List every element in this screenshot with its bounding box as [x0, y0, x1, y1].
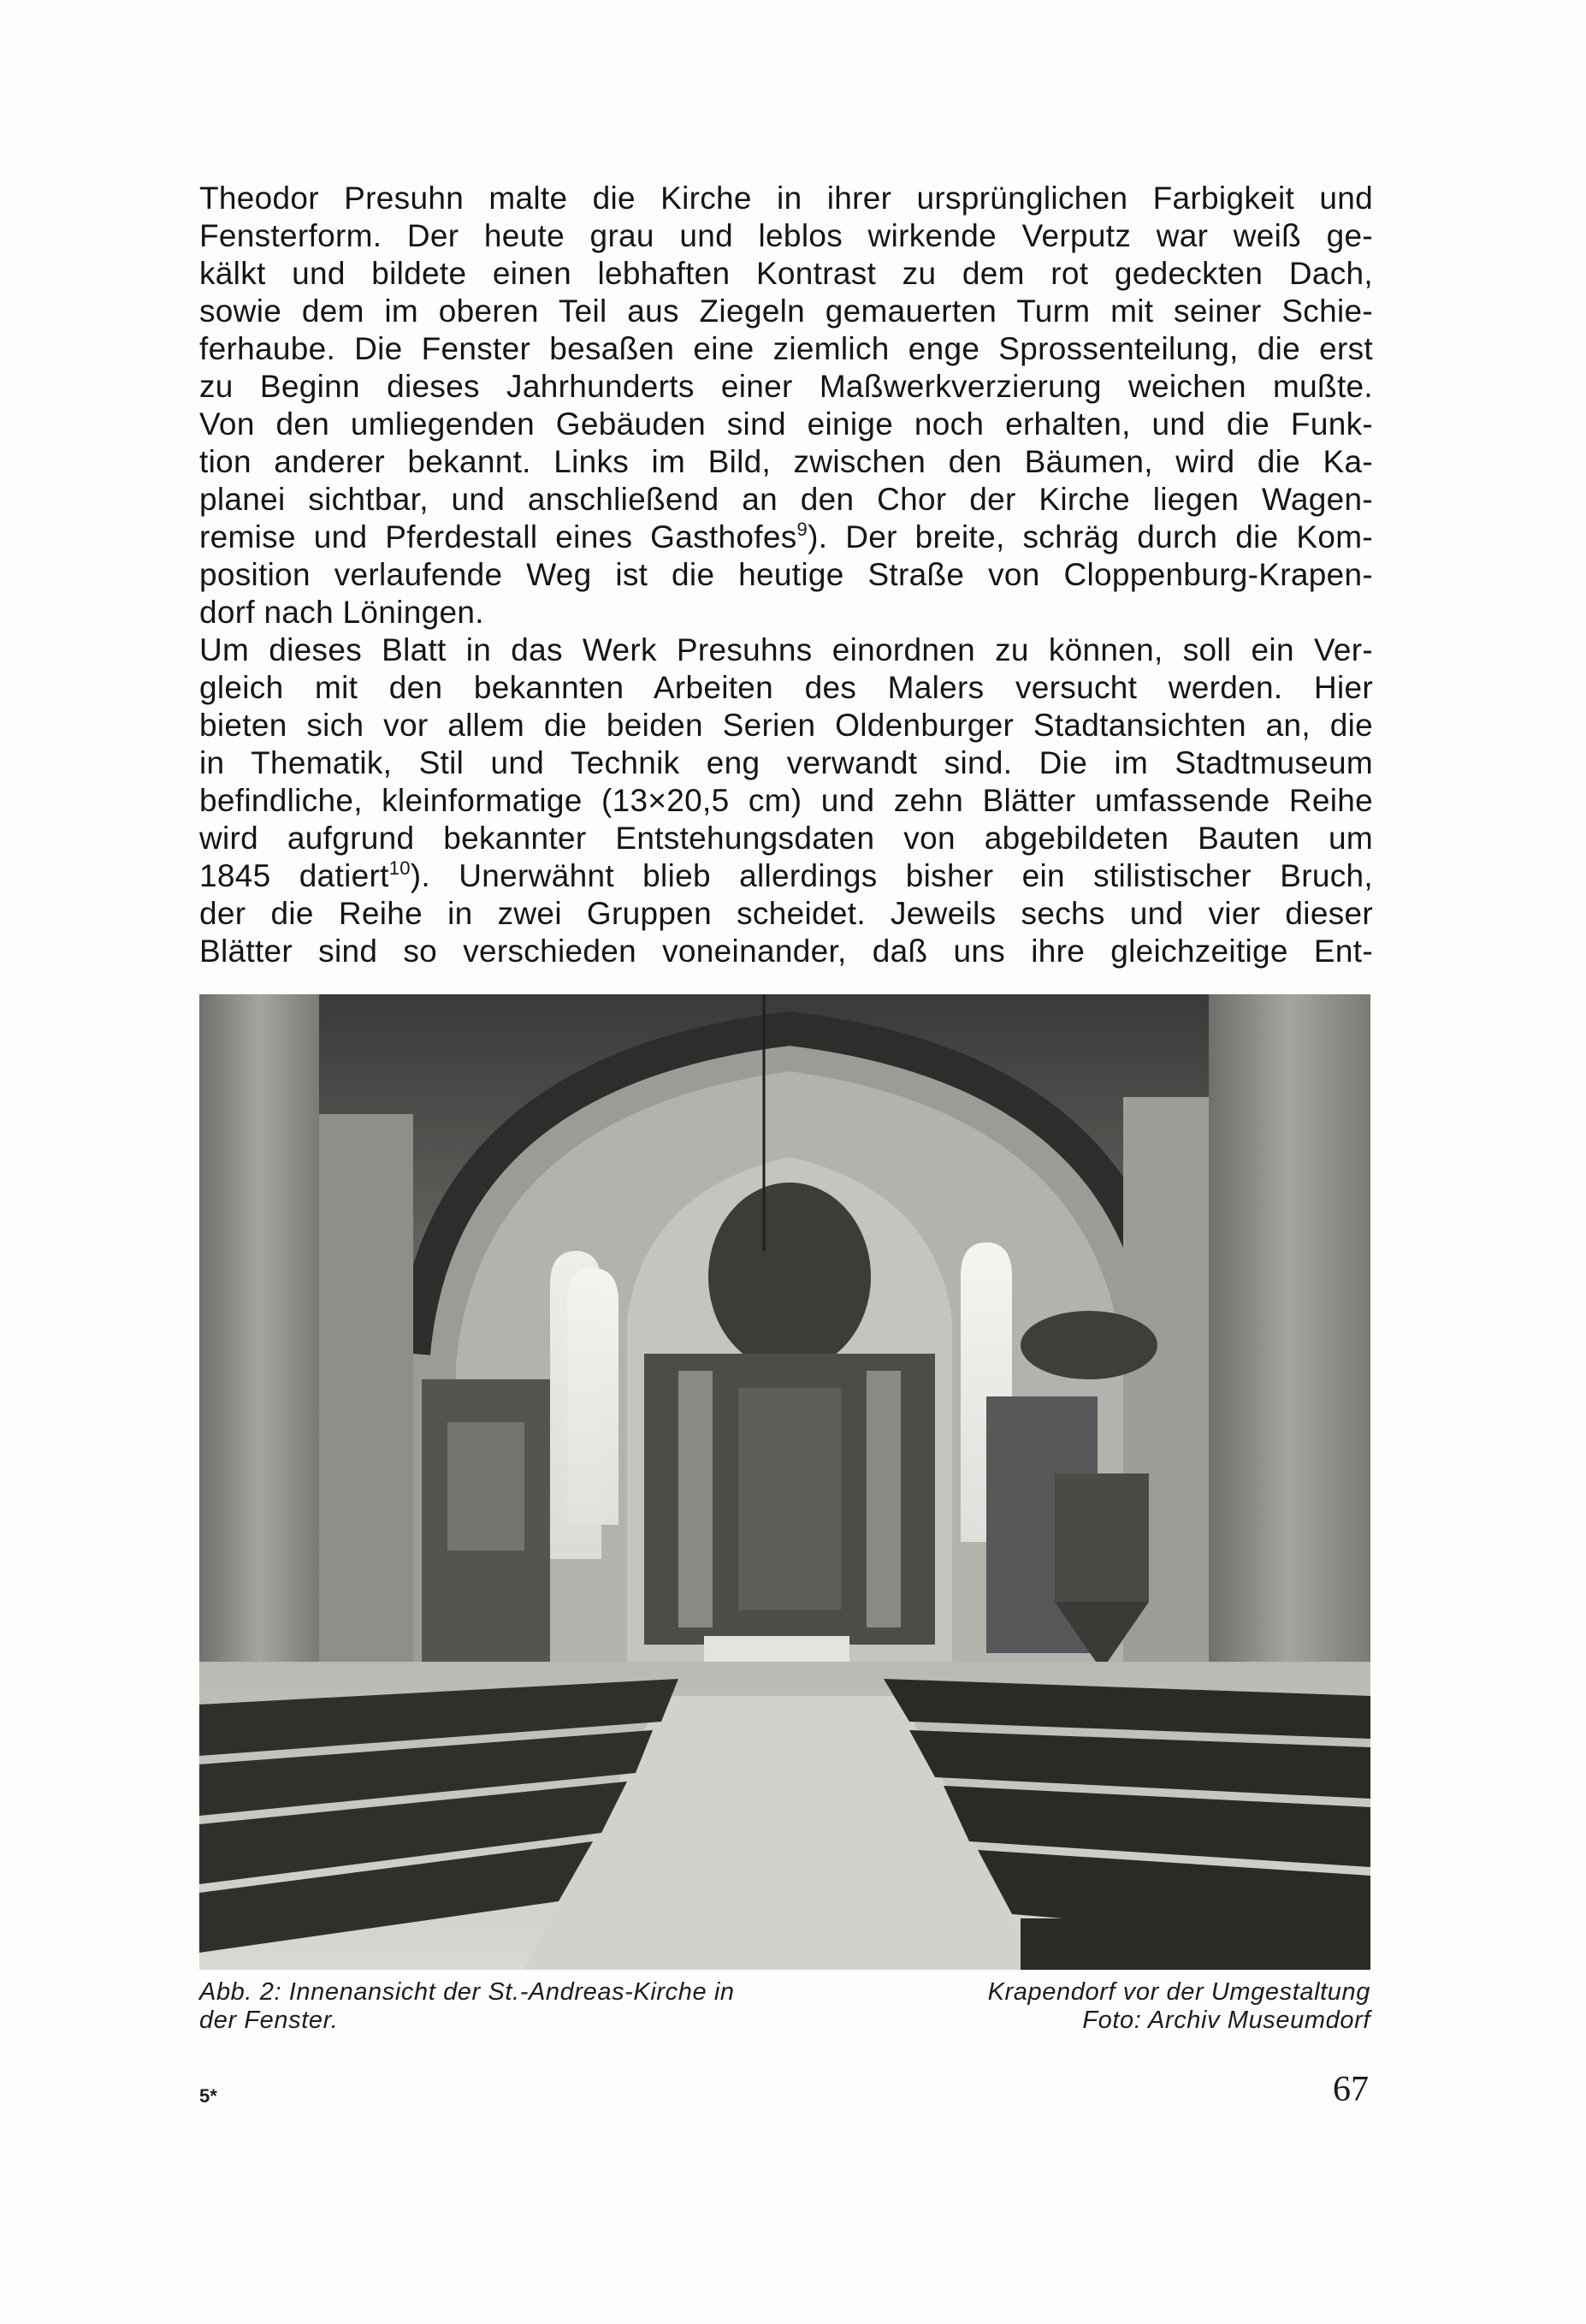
text-line-content: remise und Pferdestall eines Gasthofes: [199, 519, 797, 554]
text-line-content: gleich mit den bekannten Arbeiten des Malers versucht werden. Hier: [199, 670, 1373, 705]
text-line-content: der die Reihe in zwei Gruppen scheidet. Jeweils sechs und vier dieser: [199, 896, 1373, 931]
text-line-content: kälkt und bildete einen lebhaften Kontrast zu dem rot gedeckten Dach,: [199, 256, 1373, 291]
text-line: [199, 933, 1373, 970]
text-line-content: tion anderer bekannt. Links im Bild, zwischen den Bäumen, wird die Ka-: [199, 444, 1373, 479]
text-line-content: sowie dem im oberen Teil aus Ziegeln gemauerten Turm mit seiner Schie-: [199, 293, 1373, 329]
text-line: [199, 820, 1373, 857]
text-line: [199, 368, 1373, 406]
text-line: [199, 481, 1373, 519]
text-line-content: bieten sich vor allem die beiden Serien Oldenburger Stadtansichten an, die: [199, 708, 1373, 743]
text-line: [199, 782, 1373, 820]
text-line: [199, 895, 1373, 933]
text-line-content: Fensterform. Der heute grau und leblos wirkende Verputz war weiß ge-: [199, 218, 1373, 253]
text-line: [199, 293, 1373, 330]
text-line: [199, 669, 1373, 707]
text-line: [199, 255, 1373, 293]
caption-line2-left: der Fenster.: [199, 2007, 339, 2034]
text-line: [199, 594, 1373, 631]
text-line: [199, 519, 1373, 556]
text-line: [199, 217, 1373, 255]
text-line-content: planei sichtbar, und anschließend an den Chor der Kirche liegen Wagen-: [199, 482, 1373, 517]
text-line-content: befindliche, kleinformatige (13×20,5 cm) und zehn Blätter umfassende Reihe: [199, 783, 1373, 818]
text-line-content: zu Beginn dieses Jahrhunderts einer Maßwerkverzierung weichen mußte.: [199, 369, 1373, 404]
text-line-content: in Thematik, Stil und Technik eng verwandt sind. Die im Stadtmuseum: [199, 745, 1373, 780]
text-line: [199, 443, 1373, 481]
text-line-content: 1845 datiert: [199, 858, 389, 893]
text-line-content: position verlaufende Weg ist die heutige Straße von Cloppenburg-Krapen-: [199, 557, 1373, 592]
text-line: [199, 857, 1373, 895]
text-line: [199, 744, 1373, 782]
text-line-content: wird aufgrund bekannter Entstehungsdaten von abgebildeten Bauten um: [199, 821, 1373, 856]
footnote-ref: 9: [796, 519, 808, 540]
text-line-content: Theodor Presuhn malte die Kirche in ihrer ursprünglichen Farbigkeit und: [199, 181, 1373, 216]
text-line: [199, 556, 1373, 594]
text-line: [199, 406, 1373, 443]
church-interior-photo: [199, 994, 1370, 1970]
text-line-content: Um dieses Blatt in das Werk Presuhns einordnen zu können, soll ein Ver-: [199, 632, 1373, 667]
text-line-continuation: ). Der breite, schräg durch die Kom-: [808, 519, 1373, 554]
caption-line1-right: Krapendorf vor der Umgestaltung: [987, 1978, 1370, 2006]
text-line: [199, 330, 1373, 368]
figure-caption: [199, 1978, 1370, 2035]
page-number: 67: [1333, 2070, 1369, 2109]
text-line-content: dorf nach Löningen.: [199, 595, 484, 630]
text-line-content: ferhaube. Die Fenster besaßen eine ziemlich enge Sprossenteilung, die erst: [199, 331, 1373, 366]
text-line: [199, 707, 1373, 744]
text-line-content: Von den umliegenden Gebäuden sind einige noch erhalten, und die Funk-: [199, 406, 1373, 442]
text-line-content: Blätter sind so verschieden voneinander, daß uns ihre gleichzeitige Ent-: [199, 934, 1373, 969]
text-line: [199, 180, 1373, 217]
body-text: [199, 180, 1373, 970]
photo-credit: Foto: Archiv Museumdorf: [1082, 2007, 1370, 2034]
signature-mark: 5*: [199, 2085, 217, 2107]
footnote-ref: 10: [388, 857, 411, 879]
caption-line1-left: Abb. 2: Innenansicht der St.-Andreas-Kirche in: [199, 1978, 735, 2006]
text-line: [199, 631, 1373, 669]
text-line-continuation: ). Unerwähnt blieb allerdings bisher ein stilistischer Bruch,: [410, 858, 1373, 893]
